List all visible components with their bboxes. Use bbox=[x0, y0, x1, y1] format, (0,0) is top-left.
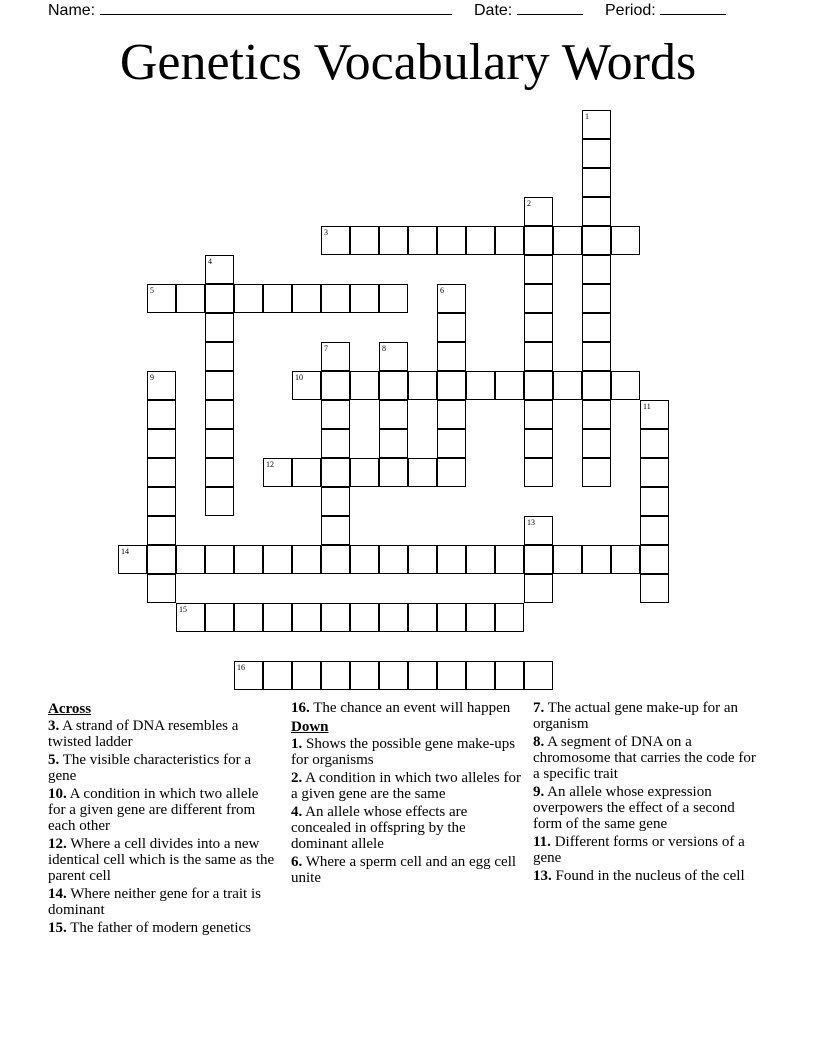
down-clue-list-continued bbox=[533, 700, 763, 884]
grid-cell[interactable] bbox=[582, 284, 611, 313]
grid-cell[interactable] bbox=[321, 603, 350, 632]
clue-item-number: 5. bbox=[48, 752, 60, 768]
clue-item-number: 1. bbox=[291, 736, 303, 752]
clue-item bbox=[48, 752, 278, 784]
grid-cell[interactable] bbox=[350, 226, 379, 255]
grid-cell[interactable] bbox=[437, 313, 466, 342]
grid-cell[interactable] bbox=[640, 574, 669, 603]
grid-cell[interactable] bbox=[263, 661, 292, 690]
grid-cell[interactable] bbox=[321, 458, 350, 487]
grid-cell[interactable] bbox=[292, 603, 321, 632]
grid-cell[interactable] bbox=[379, 661, 408, 690]
grid-cell[interactable] bbox=[321, 284, 350, 313]
grid-cell[interactable] bbox=[205, 458, 234, 487]
grid-cell[interactable] bbox=[205, 342, 234, 371]
across-clue-list-continued bbox=[291, 700, 521, 716]
clue-number: 4 bbox=[208, 257, 212, 266]
grid-cell[interactable] bbox=[321, 429, 350, 458]
clue-item-text: Shows the possible gene make-ups for organisms bbox=[291, 736, 516, 768]
grid-cell[interactable] bbox=[524, 661, 553, 690]
clue-item bbox=[48, 920, 278, 936]
clue-number: 6 bbox=[440, 286, 444, 295]
worksheet-header bbox=[48, 0, 748, 22]
grid-cell[interactable] bbox=[437, 545, 466, 574]
grid-cell[interactable] bbox=[466, 226, 495, 255]
clue-number: 5 bbox=[150, 286, 154, 295]
grid-cell[interactable] bbox=[234, 284, 263, 313]
clue-number: 8 bbox=[382, 344, 386, 353]
grid-cell[interactable] bbox=[524, 342, 553, 371]
clues-column-2 bbox=[291, 700, 521, 888]
clue-item bbox=[533, 834, 763, 866]
grid-cell[interactable] bbox=[611, 545, 640, 574]
grid-cell[interactable] bbox=[437, 458, 466, 487]
grid-cell[interactable] bbox=[437, 429, 466, 458]
grid-cell[interactable] bbox=[524, 516, 553, 545]
grid-cell[interactable] bbox=[205, 255, 234, 284]
clue-item bbox=[291, 854, 521, 886]
grid-cell[interactable] bbox=[147, 284, 176, 313]
grid-cell[interactable] bbox=[524, 458, 553, 487]
clue-item-number: 8. bbox=[533, 734, 545, 750]
clue-item bbox=[291, 736, 521, 768]
grid-cell[interactable] bbox=[611, 226, 640, 255]
grid-cell[interactable] bbox=[292, 458, 321, 487]
clue-number: 1 bbox=[585, 112, 589, 121]
grid-cell[interactable] bbox=[379, 545, 408, 574]
clue-item-text: Where a sperm cell and an egg cell unite bbox=[291, 854, 517, 886]
grid-cell[interactable] bbox=[350, 371, 379, 400]
grid-cell[interactable] bbox=[582, 545, 611, 574]
grid-cell[interactable] bbox=[292, 284, 321, 313]
grid-cell[interactable] bbox=[205, 284, 234, 313]
grid-cell[interactable] bbox=[263, 284, 292, 313]
grid-cell[interactable] bbox=[263, 603, 292, 632]
clue-item-number: 11. bbox=[533, 834, 551, 850]
grid-cell[interactable] bbox=[640, 429, 669, 458]
clue-item-text: A segment of DNA on a chromosome that carries the code for a specific trait bbox=[533, 734, 756, 782]
name-input-line[interactable] bbox=[100, 0, 452, 15]
grid-cell[interactable] bbox=[234, 545, 263, 574]
grid-cell[interactable] bbox=[582, 400, 611, 429]
grid-cell[interactable] bbox=[350, 661, 379, 690]
grid-cell[interactable] bbox=[321, 487, 350, 516]
grid-cell[interactable] bbox=[379, 226, 408, 255]
grid-cell[interactable] bbox=[147, 400, 176, 429]
grid-cell[interactable] bbox=[553, 371, 582, 400]
grid-cell[interactable] bbox=[408, 545, 437, 574]
grid-cell[interactable] bbox=[147, 574, 176, 603]
date-input-line[interactable] bbox=[517, 0, 583, 15]
grid-cell[interactable] bbox=[611, 371, 640, 400]
clue-item bbox=[291, 804, 521, 852]
grid-cell[interactable] bbox=[437, 603, 466, 632]
grid-cell[interactable] bbox=[205, 545, 234, 574]
grid-cell[interactable] bbox=[408, 458, 437, 487]
clue-item-text: Found in the nucleus of the cell bbox=[551, 868, 745, 884]
clue-number: 3 bbox=[324, 228, 328, 237]
clue-item-text: The actual gene make-up for an organism bbox=[533, 700, 739, 732]
grid-cell[interactable] bbox=[582, 139, 611, 168]
clue-item-number: 13. bbox=[533, 868, 552, 884]
clue-number: 12 bbox=[266, 460, 274, 469]
clue-item-text: Where a cell divides into a new identical cell which is the same as the parent cell bbox=[48, 836, 275, 884]
grid-cell[interactable] bbox=[495, 545, 524, 574]
grid-cell[interactable] bbox=[640, 516, 669, 545]
grid-cell[interactable] bbox=[437, 226, 466, 255]
grid-cell[interactable] bbox=[321, 226, 350, 255]
grid-cell[interactable] bbox=[205, 603, 234, 632]
clue-item-number: 16. bbox=[291, 700, 310, 716]
grid-cell[interactable] bbox=[408, 603, 437, 632]
clue-item-number: 3. bbox=[48, 718, 60, 734]
grid-cell[interactable] bbox=[466, 371, 495, 400]
grid-cell[interactable] bbox=[234, 661, 263, 690]
grid-cell[interactable] bbox=[495, 661, 524, 690]
period-input-line[interactable] bbox=[660, 0, 726, 15]
grid-cell[interactable] bbox=[640, 400, 669, 429]
grid-cell[interactable] bbox=[582, 110, 611, 139]
clue-item-number: 15. bbox=[48, 920, 67, 936]
grid-cell[interactable] bbox=[321, 400, 350, 429]
clue-item-text: A condition in which two allele for a given gene are different from each other bbox=[48, 786, 259, 834]
grid-cell[interactable] bbox=[524, 574, 553, 603]
grid-cell[interactable] bbox=[524, 197, 553, 226]
grid-cell[interactable] bbox=[176, 545, 205, 574]
clue-item bbox=[533, 734, 763, 782]
grid-cell[interactable] bbox=[379, 342, 408, 371]
grid-cell[interactable] bbox=[147, 545, 176, 574]
grid-cell[interactable] bbox=[466, 603, 495, 632]
clue-number: 10 bbox=[295, 373, 303, 382]
clue-item-text: The visible characteristics for a gene bbox=[48, 752, 251, 784]
grid-cell[interactable] bbox=[147, 429, 176, 458]
clue-number: 14 bbox=[121, 547, 129, 556]
grid-cell[interactable] bbox=[176, 603, 205, 632]
across-heading: Across bbox=[48, 701, 92, 717]
grid-cell[interactable] bbox=[495, 603, 524, 632]
grid-cell[interactable] bbox=[379, 429, 408, 458]
grid-cell[interactable] bbox=[437, 400, 466, 429]
grid-cell[interactable] bbox=[147, 371, 176, 400]
grid-cell[interactable] bbox=[524, 429, 553, 458]
clue-item-number: 7. bbox=[533, 700, 545, 716]
grid-cell[interactable] bbox=[234, 603, 263, 632]
grid-cell[interactable] bbox=[437, 284, 466, 313]
grid-cell[interactable] bbox=[118, 545, 147, 574]
clue-number: 11 bbox=[643, 402, 651, 411]
page-title: Genetics Vocabulary Words bbox=[119, 34, 697, 91]
clue-item-number: 14. bbox=[48, 886, 67, 902]
clue-item-number: 6. bbox=[291, 854, 303, 870]
period-label: Period: bbox=[605, 2, 656, 19]
grid-cell[interactable] bbox=[379, 284, 408, 313]
clue-item-text: An allele whose expression overpowers the effect of a second form of the same gene bbox=[533, 784, 735, 832]
grid-cell[interactable] bbox=[524, 545, 553, 574]
grid-cell[interactable] bbox=[408, 661, 437, 690]
grid-cell[interactable] bbox=[495, 226, 524, 255]
clue-item-text: The chance an event will happen bbox=[309, 700, 511, 716]
clue-item-text: Different forms or versions of a gene bbox=[533, 834, 745, 866]
clue-number: 2 bbox=[527, 199, 531, 208]
grid-cell[interactable] bbox=[263, 458, 292, 487]
clues-column-3 bbox=[533, 700, 763, 886]
period-field bbox=[605, 0, 726, 20]
grid-cell[interactable] bbox=[582, 458, 611, 487]
clue-item-number: 2. bbox=[291, 770, 303, 786]
grid-cell[interactable] bbox=[582, 168, 611, 197]
clue-item bbox=[533, 700, 763, 732]
clue-item-text: The father of modern genetics bbox=[66, 920, 251, 936]
clue-number: 15 bbox=[179, 605, 187, 614]
clue-number: 16 bbox=[237, 663, 245, 672]
grid-cell[interactable] bbox=[437, 371, 466, 400]
grid-cell[interactable] bbox=[292, 545, 321, 574]
clue-item bbox=[48, 836, 278, 884]
clue-number: 9 bbox=[150, 373, 154, 382]
grid-cell[interactable] bbox=[495, 371, 524, 400]
grid-cell[interactable] bbox=[205, 429, 234, 458]
clues-column-1 bbox=[48, 700, 278, 938]
grid-cell[interactable] bbox=[582, 226, 611, 255]
grid-cell[interactable] bbox=[350, 284, 379, 313]
grid-cell[interactable] bbox=[205, 487, 234, 516]
grid-cell[interactable] bbox=[640, 545, 669, 574]
grid-cell[interactable] bbox=[640, 458, 669, 487]
date-label: Date: bbox=[474, 2, 513, 19]
grid-cell[interactable] bbox=[321, 342, 350, 371]
grid-cell[interactable] bbox=[263, 545, 292, 574]
down-heading: Down bbox=[291, 719, 329, 735]
grid-cell[interactable] bbox=[321, 516, 350, 545]
grid-cell[interactable] bbox=[466, 545, 495, 574]
grid-cell[interactable] bbox=[466, 661, 495, 690]
clue-item bbox=[291, 770, 521, 802]
grid-cell[interactable] bbox=[176, 284, 205, 313]
grid-cell[interactable] bbox=[408, 226, 437, 255]
grid-cell[interactable] bbox=[582, 197, 611, 226]
grid-cell[interactable] bbox=[524, 226, 553, 255]
grid-cell[interactable] bbox=[292, 371, 321, 400]
grid-cell[interactable] bbox=[582, 429, 611, 458]
grid-cell[interactable] bbox=[524, 284, 553, 313]
grid-cell[interactable] bbox=[350, 603, 379, 632]
grid-cell[interactable] bbox=[379, 603, 408, 632]
grid-cell[interactable] bbox=[582, 255, 611, 284]
name-field bbox=[48, 0, 452, 20]
grid-cell[interactable] bbox=[205, 400, 234, 429]
down-clue-list bbox=[291, 736, 521, 886]
clue-item-number: 9. bbox=[533, 784, 545, 800]
name-label: Name: bbox=[48, 2, 96, 19]
clue-item-number: 4. bbox=[291, 804, 303, 820]
grid-cell[interactable] bbox=[350, 458, 379, 487]
clue-item bbox=[48, 886, 278, 918]
grid-cell[interactable] bbox=[205, 371, 234, 400]
clue-number: 13 bbox=[527, 518, 535, 527]
grid-cell[interactable] bbox=[321, 661, 350, 690]
grid-cell[interactable] bbox=[524, 371, 553, 400]
grid-cell[interactable] bbox=[524, 400, 553, 429]
grid-cell[interactable] bbox=[553, 226, 582, 255]
grid-cell[interactable] bbox=[524, 255, 553, 284]
grid-cell[interactable] bbox=[437, 661, 466, 690]
grid-cell[interactable] bbox=[292, 661, 321, 690]
clue-item-text: A strand of DNA resembles a twisted ladder bbox=[48, 718, 239, 750]
clue-item bbox=[48, 718, 278, 750]
clue-item-text: An allele whose effects are concealed in offspring by the dominant allele bbox=[291, 804, 468, 852]
grid-cell[interactable] bbox=[350, 545, 379, 574]
grid-cell[interactable] bbox=[640, 487, 669, 516]
clue-number: 7 bbox=[324, 344, 328, 353]
clue-item-number: 12. bbox=[48, 836, 67, 852]
clue-item bbox=[291, 700, 521, 716]
grid-cell[interactable] bbox=[437, 342, 466, 371]
clue-item-number: 10. bbox=[48, 786, 67, 802]
grid-cell[interactable] bbox=[321, 371, 350, 400]
clue-item-text: Where neither gene for a trait is dominant bbox=[48, 886, 261, 918]
grid-cell[interactable] bbox=[205, 313, 234, 342]
grid-cell[interactable] bbox=[321, 545, 350, 574]
grid-cell[interactable] bbox=[582, 342, 611, 371]
grid-cell[interactable] bbox=[582, 371, 611, 400]
grid-cell[interactable] bbox=[553, 545, 582, 574]
grid-cell[interactable] bbox=[379, 400, 408, 429]
grid-cell[interactable] bbox=[147, 487, 176, 516]
grid-cell[interactable] bbox=[379, 458, 408, 487]
clue-item-text: A condition in which two alleles for a given gene are the same bbox=[291, 770, 521, 802]
clue-item bbox=[48, 786, 278, 834]
clue-item bbox=[533, 868, 763, 884]
clue-item bbox=[533, 784, 763, 832]
grid-cell[interactable] bbox=[147, 516, 176, 545]
grid-cell[interactable] bbox=[147, 458, 176, 487]
across-clue-list bbox=[48, 718, 278, 936]
date-field bbox=[474, 0, 583, 20]
grid-cell[interactable] bbox=[524, 313, 553, 342]
grid-cell[interactable] bbox=[379, 371, 408, 400]
grid-cell[interactable] bbox=[582, 313, 611, 342]
grid-cell[interactable] bbox=[408, 371, 437, 400]
